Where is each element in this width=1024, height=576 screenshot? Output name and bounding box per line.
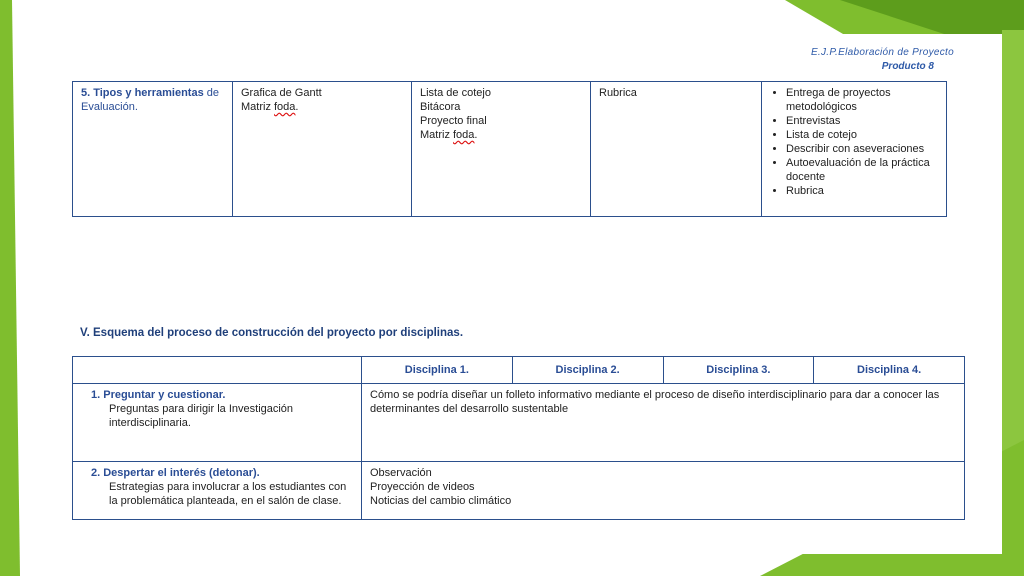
header-product-number: Producto 8 xyxy=(881,61,934,72)
cell-line: Noticias del cambio climático xyxy=(370,495,512,507)
table-row xyxy=(73,462,965,520)
list-item: • Entrevistas xyxy=(786,114,938,128)
cell-line: Rubrica xyxy=(599,87,637,99)
row-content-cell xyxy=(362,462,965,520)
header-discipline-3: Disciplina 3. xyxy=(663,357,814,384)
cell-line: Proyecto final xyxy=(420,115,487,127)
cell-line xyxy=(241,100,403,114)
row-label-cell xyxy=(73,384,362,462)
deliverables-cell xyxy=(762,82,947,217)
cell-text: . xyxy=(474,129,478,141)
spellcheck-word: foda xyxy=(453,129,475,141)
cell-line: Proyección de videos xyxy=(370,481,475,493)
row-content-cell xyxy=(362,384,965,462)
row-subtitle: Estrategias para involucrar a los estudiantes con la problemática planteada, en el salón de clase. xyxy=(109,481,347,507)
section-title: V. Esquema del proceso de construcción del proyecto por disciplinas. xyxy=(80,327,464,339)
deliverables-list xyxy=(770,86,938,198)
list-item: • Autoevaluación de la práctica docente xyxy=(786,156,938,184)
list-item: • Entrega de proyectos metodológicos xyxy=(786,86,938,114)
header-discipline-1: Disciplina 1. xyxy=(362,357,513,384)
cell-line: Observación xyxy=(370,467,432,479)
gantt-cell xyxy=(233,82,412,217)
evaluation-tools-table xyxy=(72,81,947,217)
cell-line: Grafica de Gantt xyxy=(241,87,322,99)
header-discipline-4: Disciplina 4. xyxy=(814,357,965,384)
row-label-cell xyxy=(73,462,362,520)
header-discipline-2: Disciplina 2. xyxy=(512,357,663,384)
cell-text: Matriz xyxy=(241,101,274,113)
cell-line: Lista de cotejo xyxy=(420,87,491,99)
table-header-row xyxy=(73,357,965,384)
disciplines-table xyxy=(72,356,965,520)
evaluation-label-bold: 5. Tipos y herramientas xyxy=(81,87,204,99)
list-item: • Lista de cotejo xyxy=(786,128,938,142)
header-project-title: E.J.P.Elaboración de Proyecto xyxy=(810,47,954,58)
rubric-cell xyxy=(591,82,762,217)
cell-line: Bitácora xyxy=(420,101,461,113)
spellcheck-word: foda xyxy=(274,101,296,113)
list-item: • Describir con aseveraciones xyxy=(786,142,938,156)
cell-line: Cómo se podría diseñar un folleto informativo mediante el proceso de diseño interdisciplinario para dar a conocer las determinantes del desarrollo sustentable xyxy=(370,389,940,415)
row-title: 2. Despertar el interés (detonar). xyxy=(91,467,260,479)
left-green-strip xyxy=(0,0,20,576)
table-row xyxy=(73,384,965,462)
cell-text: Matriz xyxy=(420,129,453,141)
table-row xyxy=(73,82,947,217)
row-subtitle: Preguntas para dirigir la Investigación interdisciplinaria. xyxy=(109,403,294,429)
evaluation-label-rest: de Evaluación. xyxy=(81,87,219,113)
checklist-cell xyxy=(412,82,591,217)
cell-line xyxy=(420,128,582,142)
evaluation-label-cell xyxy=(73,82,233,217)
cell-text: . xyxy=(295,101,299,113)
list-item: • Rubrica xyxy=(786,184,938,198)
empty-header-cell xyxy=(73,357,362,384)
row-title: 1. Preguntar y cuestionar. xyxy=(91,389,226,401)
